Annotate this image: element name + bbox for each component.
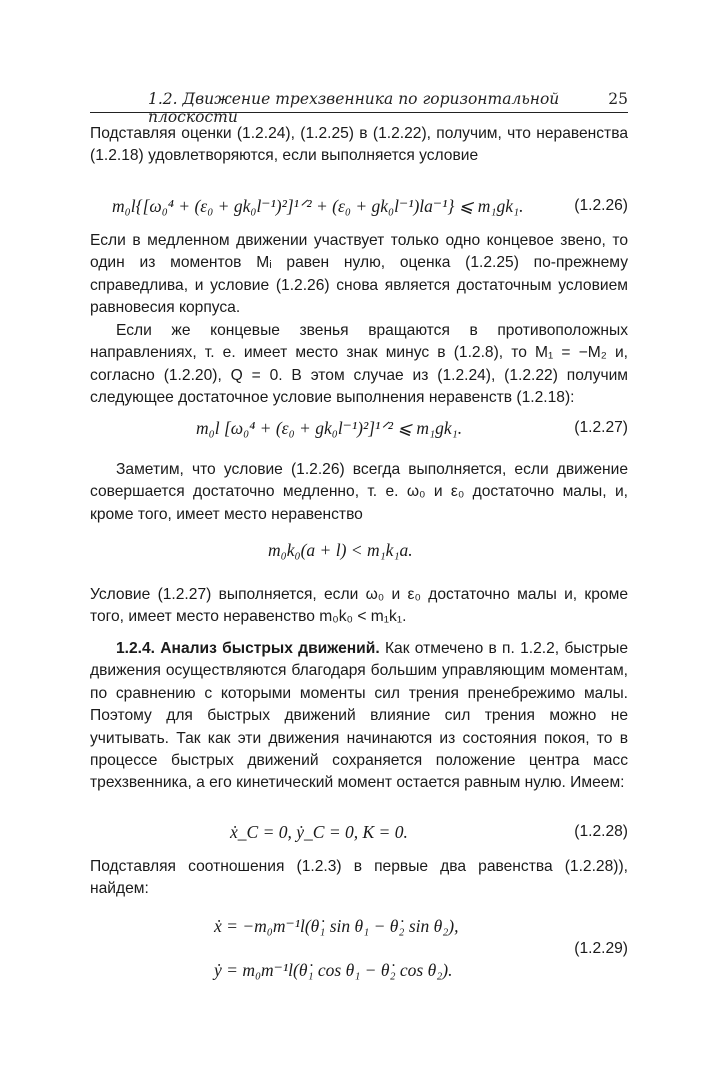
equation-body: m₀k₀(a + l) < m₁k₁a. xyxy=(268,540,413,560)
equation-1-2-27 xyxy=(90,418,628,444)
equation-tag: (1.2.28) xyxy=(574,823,628,840)
paragraph-6 xyxy=(90,638,628,795)
section-heading: 1.2.4. Анализ быстрых движений. xyxy=(116,640,380,657)
paragraph-4: Заметим, что условие (1.2.26) всегда выполняется, если движение совершается достаточно медленно, т. е. ω₀ и ε₀ достаточно малы, и, кроме того, имеет место неравенство xyxy=(90,461,628,523)
paragraph-5: Условие (1.2.27) выполняется, если ω₀ и ε₀ достаточно малы и, кроме того, имеет место неравенство m₀k₀ < m₁k₁. xyxy=(90,586,628,626)
equation-line-1: ẋ = −m₀m⁻¹l(θ̇₁ sin θ₁ − θ̇₂ sin θ₂), xyxy=(214,916,459,936)
page-number: 25 xyxy=(608,90,628,108)
header-title: 1.2. Движение трехзвенника по горизонтальной плоскости xyxy=(148,90,560,126)
paragraph-2: Если в медленном движении участвует только одно концевое звено, то один из моментов Mᵢ равен нулю, оценка (1.2.25) по-прежнему справедлива, и условие (1.2.26) снова является достаточным условием равновесия корпуса. xyxy=(90,232,628,317)
equation-1-2-26 xyxy=(90,196,628,222)
paragraph-3: Если же концевые звенья вращаются в противоположных направлениях, т. е. имеет место знак минус в (1.2.8), то M₁ = −M₂ и, согласно (1.2.20), Q = 0. В этом случае из (1.2.24), (1.2.22) получим следующее достаточное условие выполнения неравенств (1.2.18): xyxy=(90,322,628,407)
equation-1-2-29 xyxy=(90,916,628,992)
equation-body: m₀l [ω₀⁴ + (ε₀ + gk₀l⁻¹)²]¹ᐟ² ⩽ m₁gk₁. xyxy=(196,418,463,438)
paragraph-7: Подставляя соотношения (1.2.3) в первые два равенства (1.2.28)), найдем: xyxy=(90,858,628,898)
running-header xyxy=(90,88,628,126)
equation-body: m₀l{[ω₀⁴ + (ε₀ + gk₀l⁻¹)²]¹ᐟ² + (ε₀ + gk₀l⁻¹)la⁻¹} ⩽ m₁gk₁. xyxy=(112,196,524,216)
equation-line-2: ẏ = m₀m⁻¹l(θ̇₁ cos θ₁ − θ̇₂ cos θ₂). xyxy=(214,960,453,980)
equation-body: ẋ_C = 0, ẏ_C = 0, K = 0. xyxy=(230,822,408,842)
equation-tag: (1.2.29) xyxy=(574,940,628,957)
equation-tag: (1.2.27) xyxy=(574,419,628,436)
paragraph-1: Подставляя оценки (1.2.24), (1.2.25) в (1.2.22), получим, что неравенства (1.2.18) удовлетворяются, если выполняется условие xyxy=(90,125,628,165)
equation-inequality xyxy=(90,540,628,566)
equation-tag: (1.2.26) xyxy=(574,197,628,214)
equation-1-2-28 xyxy=(90,822,628,848)
section-text: Как отмечено в п. 1.2.2, быстрые движения осуществляются благодаря большим управляющим моментам, по сравнению с которыми моменты сил трения пренебрежимо малы. Поэтому для быстрых движений влияние сил трения можно не учитывать. Так как эти движения начинаются из состояния покоя, то в процессе быстрых движений сохраняется положение центра масс трехзвенника, а его кинетический момент остается равным нулю. Имеем: xyxy=(90,640,628,792)
